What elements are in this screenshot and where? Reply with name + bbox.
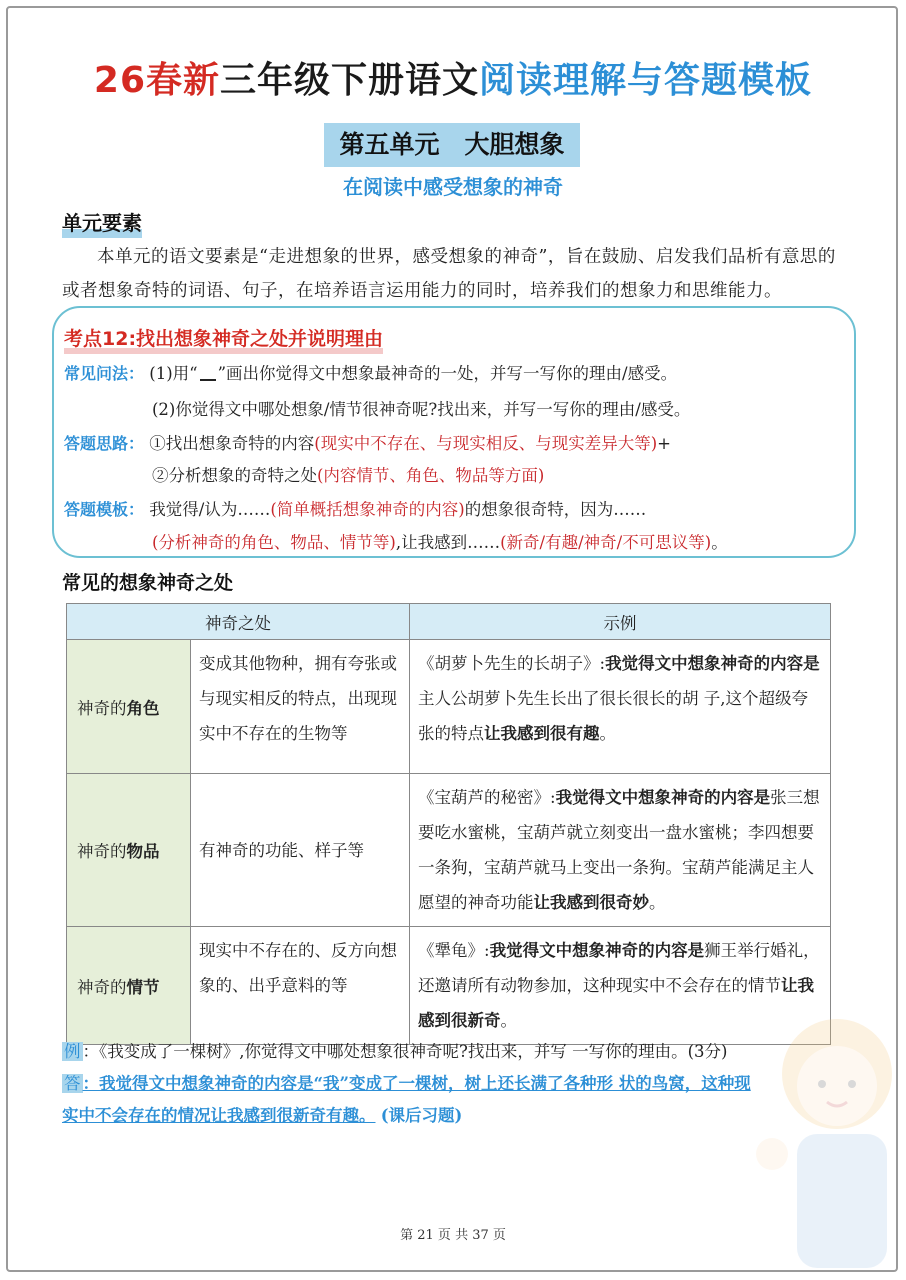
page-title: [0, 52, 906, 103]
template-label: 答题模板：: [64, 500, 145, 519]
table-title: 常见的想象神奇之处: [62, 572, 234, 594]
examples-table: [66, 603, 831, 1045]
unit-banner: 第五单元 大胆想象: [324, 123, 580, 167]
answer-text-2: 实中不会存在的情况让我感到很新奇有趣。: [62, 1106, 376, 1125]
kaodian-title: [64, 324, 383, 351]
question-1b: ”画出你觉得文中想象最神奇的一处，并写一写你的理由/感受。: [217, 364, 678, 383]
template-2a: (分析神奇的角色、物品、情节等): [152, 533, 396, 552]
strategy-1c: +: [657, 434, 671, 453]
template-line-2: [152, 529, 728, 553]
example-answer-line-1: [62, 1070, 751, 1094]
description-cell: 变成其他物种，拥有夸张或与现实相反的特点，出现现实中不存在的生物等: [191, 640, 410, 774]
strategy-2b: (内容情节、角色、物品等方面): [317, 466, 545, 485]
template-1c: 的想象很奇特，因为……: [464, 500, 647, 519]
strategy-label: 答题思路：: [64, 434, 145, 453]
unit-description: 本单元的语文要素是“走进想象的世界，感受想象的神奇”，旨在鼓励、启发我们品析有意思的或者想象奇特的词语、句子，在培养语言运用能力的同时，培养我们的想象力和思维能力。: [62, 247, 836, 301]
table-row: [67, 927, 831, 1045]
template-line-1: [64, 496, 646, 520]
table-row: [67, 774, 831, 927]
table-header: 示例: [410, 604, 831, 640]
template-2c: (新奇/有趣/神奇/不可思议等): [500, 533, 712, 552]
template-2d: 。: [711, 533, 728, 552]
example-cell: 《宝葫芦的秘密》:我觉得文中想象神奇的内容是张三想要吃水蜜桃，宝葫芦就立刻变出一盘水蜜桃；李四想要一条狗，宝葫芦就马上变出一条狗。宝葫芦能满足主人愿望的神奇功能让我感到很奇妙。: [410, 774, 831, 927]
title-part-blue: 阅读理解与答题模板: [479, 60, 813, 101]
kaodian-title-text: 考点12:找出想象神奇之处并说明理由: [64, 328, 384, 350]
strategy-2a: ②分析想象的奇特之处: [152, 466, 317, 485]
unit-subtitle: 在阅读中感受想象的神奇: [343, 175, 563, 199]
question-label: 常见问法：: [64, 364, 145, 383]
question-line-2: (2)你觉得文中哪处想象/情节很神奇呢?找出来，并写一写你的理由/感受。: [152, 400, 691, 419]
example-cell: 《胡萝卜先生的长胡子》:我觉得文中想象神奇的内容是主人公胡萝卜先生长出了很长很长的胡 子,这个超级夸张的特点让我感到很有趣。: [410, 640, 831, 774]
answer-note: (课后习题): [380, 1106, 463, 1125]
example-question-text: ：《我变成了一棵树》,你觉得文中哪处想象很神奇呢?找出来，并写 一写你的理由。(3分): [82, 1042, 728, 1061]
strategy-1b: (现实中不存在、与现实相反、与现实差异大等): [314, 434, 658, 453]
table-header-row: [67, 604, 831, 640]
category-cell: 神奇的角色: [67, 640, 191, 774]
title-part-black: 三年级下册语文: [220, 60, 480, 101]
example-question: [62, 1038, 727, 1062]
description-cell: 有神奇的功能、样子等: [191, 774, 410, 927]
answer-label: 答: [64, 1074, 81, 1093]
table-row: [67, 640, 831, 774]
question-line-1: [64, 360, 677, 384]
template-2b: ,让我感到……: [395, 533, 501, 552]
strategy-1a: ①找出想象奇特的内容: [149, 434, 315, 453]
title-part-red: 26春新: [93, 60, 221, 101]
category-cell: 神奇的情节: [67, 927, 191, 1045]
example-answer-line-2: [62, 1102, 462, 1126]
table-header: 神奇之处: [67, 604, 410, 640]
category-cell: 神奇的物品: [67, 774, 191, 927]
example-label: 例: [64, 1042, 81, 1061]
strategy-line-2: [152, 462, 544, 486]
section-heading-text: 单元要素: [62, 211, 142, 235]
example-cell: 《犟龟》:我觉得文中想象神奇的内容是狮王举行婚礼，还邀请所有动物参加，这种现实中不会存在的情节让我感到很新奇。: [410, 927, 831, 1045]
blank-underline: [200, 369, 216, 381]
template-1b: (简单概括想象神奇的内容): [270, 500, 465, 519]
question-1a: (1)用“: [149, 364, 198, 383]
description-cell: 现实中不存在的、反方向想象的、出乎意料的等: [191, 927, 410, 1045]
section-heading: [62, 207, 142, 236]
answer-text-1: ：我觉得文中想象神奇的内容是“我”变成了一棵树，树上还长满了各种形 状的鸟窝，这种现: [82, 1074, 751, 1093]
template-1a: 我觉得/认为……: [149, 500, 271, 519]
strategy-line-1: [64, 430, 671, 454]
page-footer: 第 21 页 共 37 页: [400, 1228, 506, 1243]
